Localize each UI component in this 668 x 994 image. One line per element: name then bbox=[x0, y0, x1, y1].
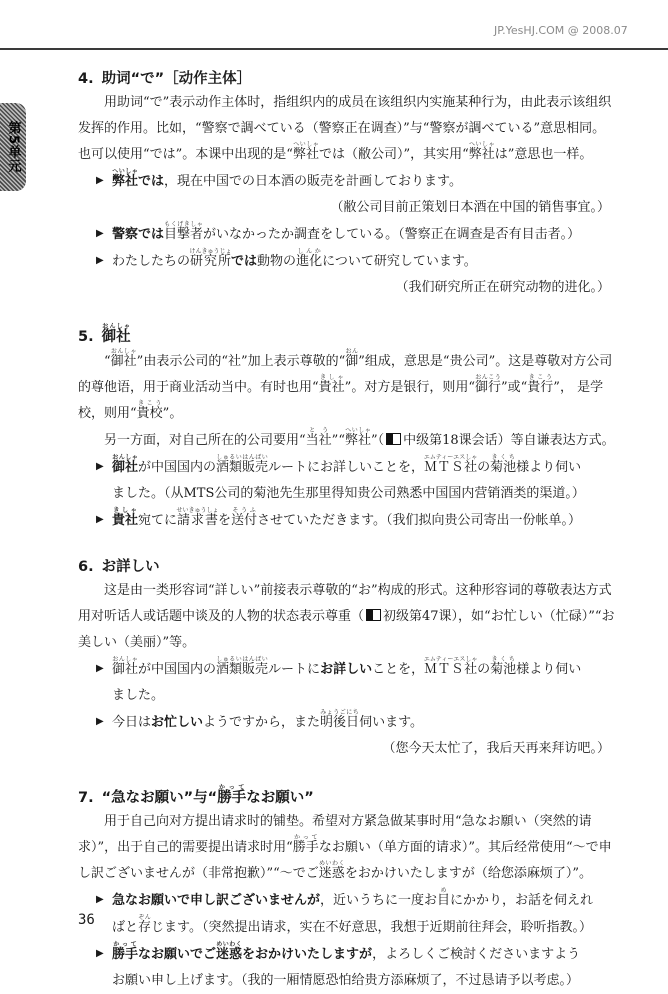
section-5-paragraph-2: 另一方面，对自己所在的公司要用“当社とう”“弊社へいしゃ”（ 中级第18课会话）等自谦表达方式。 bbox=[104, 427, 615, 448]
section-7-paragraph: 用于自己向对方提出请求时的铺垫。希望对方紧急做某事时用“急なお願い（突然的请求）”，出于自己的需要提出请求时用“勝手かってなお願い（单方面的请求）”。其后经常使用“～で申し訳ございませんが（非常抱歉）”“～でご迷惑めいわくをおかけいたしますが（给您添麻烦了）”。 bbox=[78, 814, 612, 881]
example-7-2: ▶ 勝手かってなお願いでご迷惑めいわくをおかけいたしますが，よろしくご検討くださいますよう お願い申し上げます。（我的一厢情愿恐怕给贵方添麻烦了，不过恳请予以考虑。） bbox=[96, 941, 581, 988]
triangle-bullet-icon: ▶ bbox=[96, 948, 104, 959]
unit-label: 第5单元 bbox=[5, 120, 21, 174]
triangle-bullet-icon: ▶ bbox=[96, 663, 104, 674]
example-7-1: ▶ 急なお願いで申し訳ございませんが，近いうちに一度お目めにかかり，お話を伺えれ ばと存ぞんじます。（突然提出请求，实在不好意思，我想于近期前往拜会，聆听指教。） bbox=[96, 887, 594, 935]
triangle-bullet-icon: ▶ bbox=[96, 461, 104, 472]
section-5-title: 5. 御社おんしゃ bbox=[78, 323, 131, 345]
section-4-title: 4. 助词“で”［动作主体］ bbox=[78, 71, 252, 87]
book-icon bbox=[386, 433, 401, 445]
triangle-bullet-icon: ▶ bbox=[96, 255, 104, 266]
example-4-3: ▶ わたしたちの研究所けんきゅうじょでは動物の進化しんかについて研究しています。 bbox=[78, 248, 618, 275]
header-rule bbox=[0, 48, 668, 50]
page-content bbox=[78, 68, 618, 994]
section-6-paragraph: 这是由一类形容词“詳しい”前接表示尊敬的“お”构成的形式。这种形容词的尊敬表达方式用对听话人或话题中谈及的人物的状态表示尊重（ 初级第47课），如“お忙しい（忙碌）”“お美しい（美丽）”等。 bbox=[78, 583, 615, 650]
section-5-paragraph-1: “御社おんしゃ”由表示公司的“社”加上表示尊敬的“御おん”组成，意思是“贵公司”。这是尊敬对方公司的尊他语，用于商业活动当中。有时也用“貴社きしゃ”。对方是银行，则用“御行おんこう”或“貴行きこう”， 是学校，则用“貴校きこう”。 bbox=[78, 348, 613, 421]
triangle-bullet-icon: ▶ bbox=[96, 514, 104, 525]
translation-6-2: （您今天太忙了，我后天再来拜访吧。） bbox=[382, 741, 610, 756]
example-5-1: ▶ 御社おんしゃが中国国内の酒類販売しゅるいはんばいルートにお詳しいことを，ＭＴＳ社エムティーエスしゃの菊池きくち様より伺い ました。（从MTS公司的菊池先生那里得知贵公司熟悉中国国内营销酒类的渠道。） bbox=[96, 454, 585, 501]
watermark: JP.YesHJ.COM @ 2008.07 bbox=[494, 24, 628, 37]
triangle-bullet-icon: ▶ bbox=[96, 228, 104, 239]
book-icon bbox=[366, 609, 381, 621]
section-7-title: 7. “急なお願い”与“勝手かってなお願い” bbox=[78, 784, 314, 806]
translation-4-1: （敝公司目前正策划日本酒在中国的销售事宜。） bbox=[330, 200, 610, 215]
triangle-bullet-icon: ▶ bbox=[96, 716, 104, 727]
section-4-paragraph: 用助词“で”表示动作主体时，指组织内的成员在该组织内实施某种行为，由此表示该组织发挥的作用。比如，“警察で調べている（警察正在调查）”与“警察が調べている”意思相同。也可以使用“では”。本课中出现的是“弊社へいしゃでは（敝公司）”，其实用“弊社へいしゃは”意思也一样。 bbox=[78, 95, 612, 162]
example-4-2: ▶ 警察では目撃者もくげきしゃがいなかったか調査をしている。（警察正在调查是否有目击者。） bbox=[78, 221, 618, 248]
example-4-1: ▶ 弊社へいしゃでは，現在中国での日本酒の販売を計画しております。 bbox=[78, 168, 618, 195]
example-5-2: ▶ 貴社きしゃ宛てに請求書せいきゅうしょを送付そうふさせていただきます。（我们拟向贵公司寄出一份帐单。） bbox=[78, 507, 618, 534]
translation-4-3: （我们研究所正在研究动物的进化。） bbox=[395, 280, 610, 295]
unit-side-tab bbox=[0, 103, 26, 191]
section-6-title: 6. お詳しい bbox=[78, 559, 160, 575]
example-6-1: ▶ 御社おんしゃが中国国内の酒類販売しゅるいはんばいルートにお詳しいことを，ＭＴＳ社エムティーエスしゃの菊池きくち様より伺い ました。 bbox=[96, 656, 582, 703]
page-number: 36 bbox=[78, 912, 95, 928]
triangle-bullet-icon: ▶ bbox=[96, 175, 104, 186]
example-6-2: ▶ 今日はお忙しいようですから，また明後日みょうごにち伺います。 bbox=[78, 709, 618, 736]
triangle-bullet-icon: ▶ bbox=[96, 894, 104, 905]
